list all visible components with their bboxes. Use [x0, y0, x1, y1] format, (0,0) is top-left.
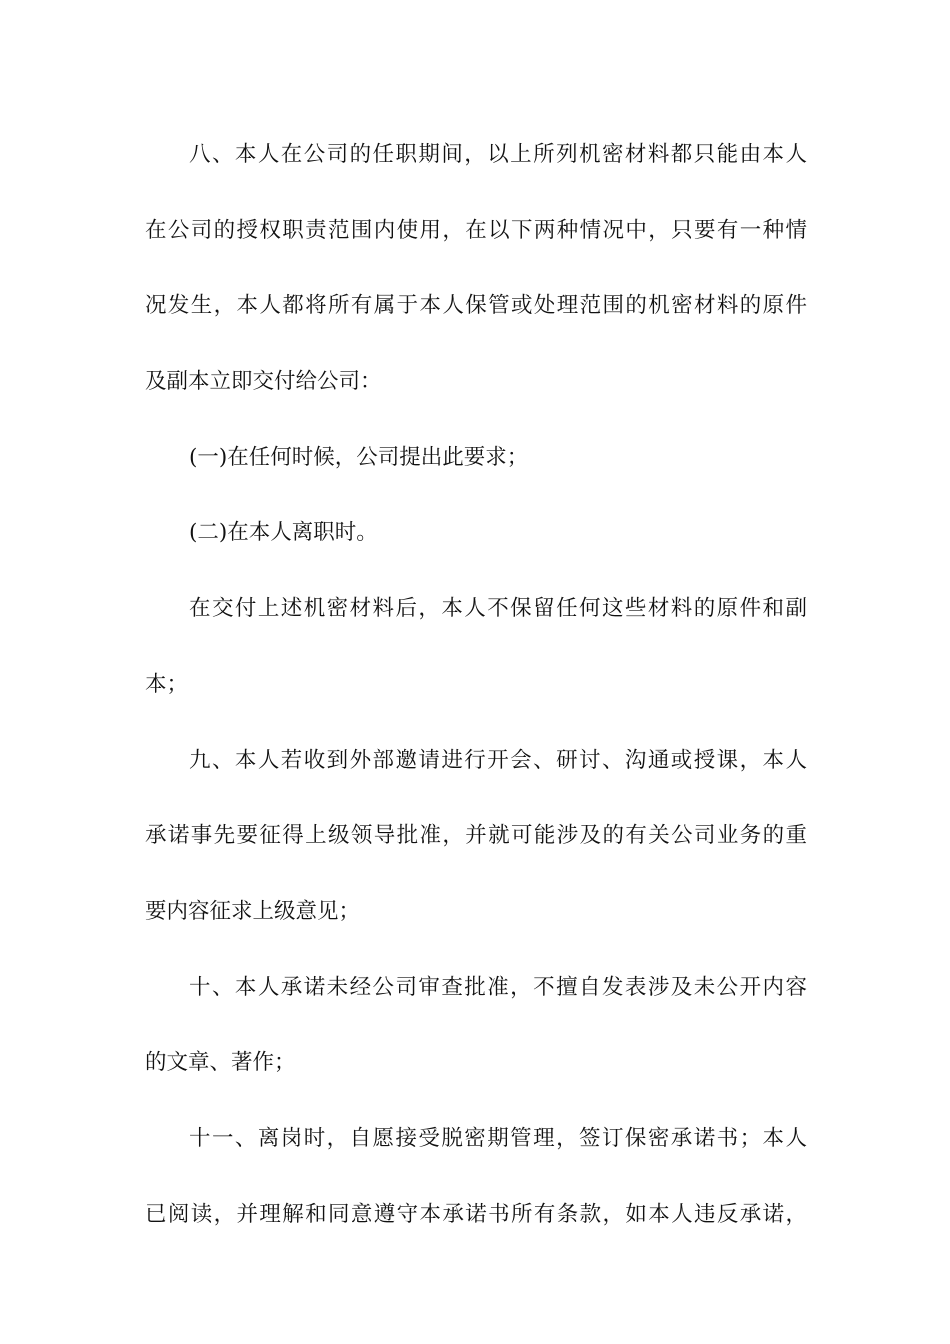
- clause-8-item-2-paragraph: [145, 514, 807, 590]
- text-line: 况发生，本人都将所有属于本人保管或处理范围的机密材料的原件: [145, 293, 807, 319]
- text-line: 在公司的授权职责范围内使用，在以下两种情况中，只要有一种情: [145, 217, 807, 243]
- text-line: 及副本立即交付给公司：: [145, 369, 382, 395]
- text-line: 承诺事先要征得上级领导批准，并就可能涉及的有关公司业务的重: [145, 823, 807, 849]
- text-line: 的文章、著作；: [145, 1050, 296, 1076]
- text-line: (一)在任何时候，公司提出此要求；: [189, 444, 529, 470]
- clause-8-after-paragraph: [145, 590, 807, 741]
- text-line: 要内容征求上级意见；: [145, 898, 361, 924]
- text-line: 九、本人若收到外部邀请进行开会、研讨、沟通或授课，本人: [189, 747, 807, 773]
- clause-8-paragraph: [145, 136, 807, 439]
- text-line: 已阅读，并理解和同意遵守本承诺书所有条款，如本人违反承诺，: [145, 1201, 807, 1227]
- text-line: (二)在本人离职时。: [189, 520, 378, 546]
- clause-9-paragraph: [145, 742, 807, 969]
- text-line: 八、本人在公司的任职期间，以上所列机密材料都只能由本人: [189, 142, 807, 167]
- clause-10-paragraph: [145, 969, 807, 1120]
- clause-8-item-1-paragraph: [145, 439, 807, 515]
- text-line: 本；: [145, 671, 189, 697]
- text-line: 在交付上述机密材料后，本人不保留任何这些材料的原件和副: [189, 596, 807, 622]
- clause-11-paragraph: [145, 1120, 807, 1271]
- text-line: 十、本人承诺未经公司审查批准，不擅自发表涉及未公开内容: [189, 974, 807, 1000]
- document-body: [145, 136, 807, 1271]
- text-line: 十一、离岗时，自愿接受脱密期管理，签订保密承诺书；本人: [189, 1125, 807, 1151]
